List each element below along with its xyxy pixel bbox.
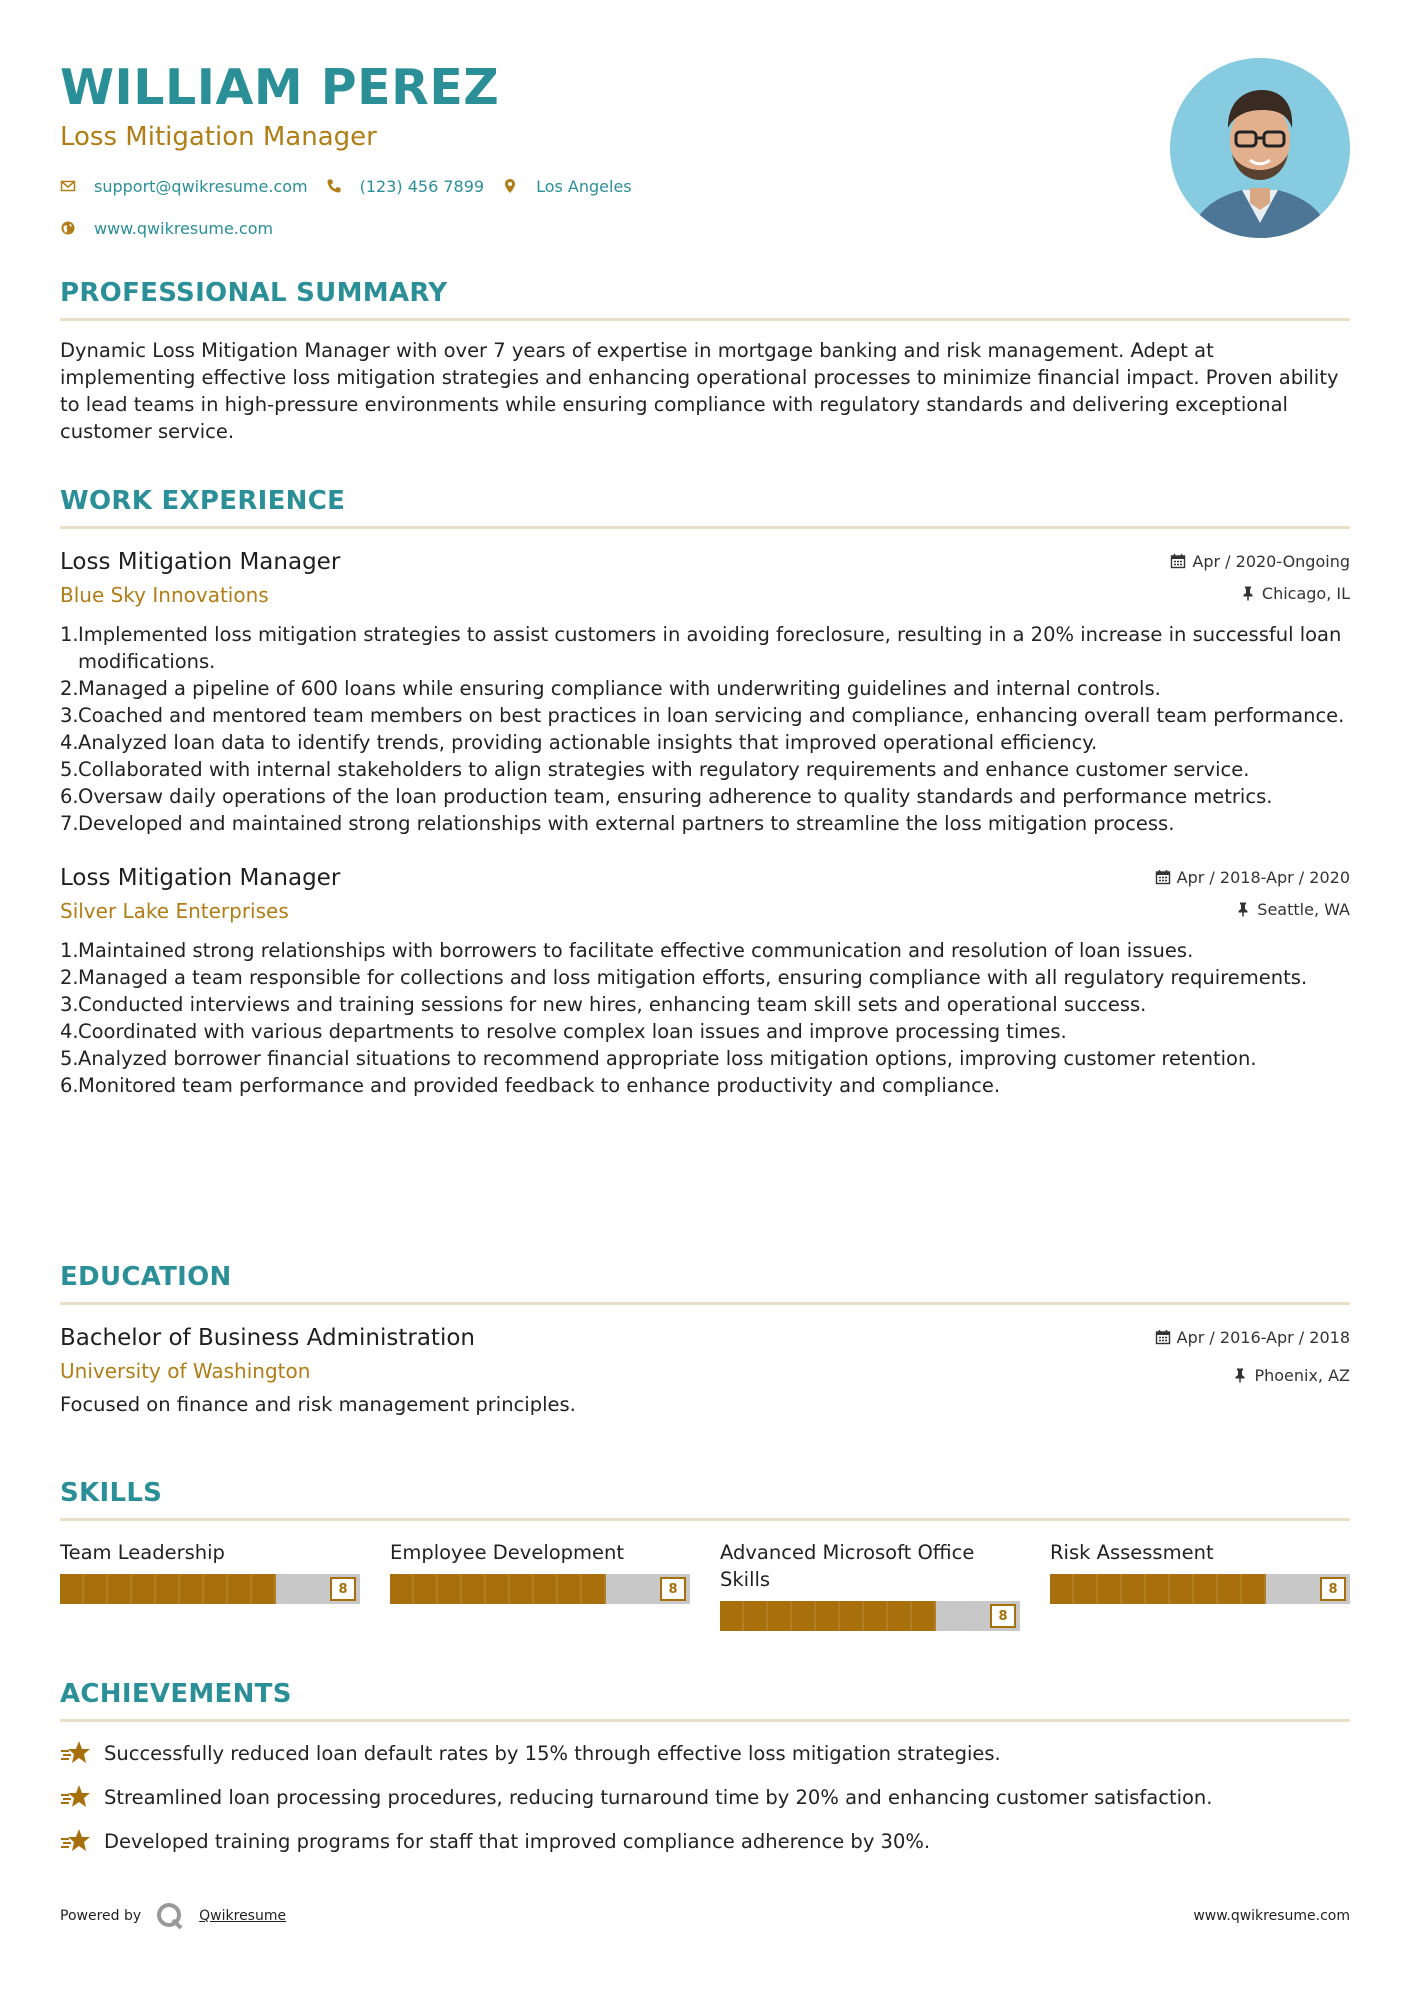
skills-section: [60, 1476, 1350, 1631]
contact-email[interactable]: support@qwikresume.com: [94, 176, 308, 196]
experience-section: [60, 484, 1350, 1099]
list-item: 3. Conducted interviews and training sessions for new hires, enhancing team skill sets and operational success.: [60, 993, 1147, 1016]
education-entry: [60, 1323, 1350, 1418]
achievements-heading: ACHIEVEMENTS: [60, 1679, 292, 1709]
pushpin-icon: [1240, 585, 1256, 601]
list-item: 6. Oversaw daily operations of the loan production team, ensuring adherence to quality standards and performance metrics.: [60, 785, 1273, 808]
skill-name: Risk Assessment: [1050, 1541, 1214, 1564]
list-item: 7. Developed and maintained strong relationships with external partners to streamline the loss mitigation process.: [60, 812, 1175, 835]
list-item: Streamlined loan processing procedures, reducing turnaround time by 20% and enhancing customer satisfaction.: [60, 1782, 1350, 1812]
list-item: 5. Collaborated with internal stakeholders to align strategies with regulatory requirements and enhance customer service.: [60, 758, 1250, 781]
job-dates: Apr / 2020-Ongoing: [1192, 551, 1350, 571]
contact-row-primary: [60, 174, 1350, 198]
education-dates: Apr / 2016-Apr / 2018: [1176, 1327, 1350, 1347]
achievements-list: [60, 1738, 1350, 1856]
section-divider: [60, 1302, 1350, 1305]
map-pin-icon: [502, 178, 518, 194]
phone-icon: [326, 178, 342, 194]
degree-title: Bachelor of Business Administration: [60, 1325, 475, 1351]
contact-row-secondary: [60, 216, 1350, 240]
skill-item: [390, 1539, 690, 1631]
skill-score: 8: [1320, 1577, 1346, 1601]
skill-fill: [390, 1574, 606, 1604]
education-section: [60, 1260, 1350, 1418]
list-item: 1. Implemented loss mitigation strategies to assist customers in avoiding foreclosure, resulting in a 20% increase in successful loan modifications.: [60, 623, 1342, 673]
contact-website[interactable]: www.qwikresume.com: [94, 218, 274, 238]
education-location: Phoenix, AZ: [1254, 1365, 1350, 1385]
skill-score: 8: [990, 1604, 1016, 1628]
job-entry: [60, 547, 1350, 837]
skill-item: [60, 1539, 360, 1631]
skill-fill: [60, 1574, 276, 1604]
education-meta: [1155, 1325, 1350, 1387]
qwikresume-logo-icon: [155, 1901, 185, 1931]
resume-header: [60, 58, 1350, 248]
star-award-icon: [60, 1783, 92, 1811]
job-bullets: [60, 937, 1350, 1099]
job-location: Chicago, IL: [1261, 583, 1350, 603]
school-name: University of Washington: [60, 1359, 311, 1383]
job-dates: Apr / 2018-Apr / 2020: [1176, 867, 1350, 887]
pushpin-icon: [1235, 901, 1251, 917]
job-title: Loss Mitigation Manager: [60, 549, 341, 575]
section-divider: [60, 318, 1350, 321]
section-divider: [60, 1719, 1350, 1722]
candidate-name: WILLIAM PEREZ: [60, 59, 500, 116]
job-title: Loss Mitigation Manager: [60, 865, 341, 891]
skill-name: Team Leadership: [60, 1541, 225, 1564]
job-meta: [1155, 865, 1350, 921]
skill-score: 8: [660, 1577, 686, 1601]
job-meta: [1170, 549, 1350, 605]
footer-brand: [60, 1901, 286, 1931]
globe-icon: [60, 220, 76, 236]
envelope-icon: [60, 178, 76, 194]
section-divider: [60, 1518, 1350, 1521]
calendar-icon: [1155, 869, 1171, 885]
calendar-icon: [1170, 553, 1186, 569]
skill-item: [1050, 1539, 1350, 1631]
footer-website[interactable]: www.qwikresume.com: [1193, 1908, 1350, 1924]
job-entry: [60, 863, 1350, 1099]
summary-section: [60, 276, 1350, 445]
skill-item: [720, 1539, 1020, 1631]
job-company: Blue Sky Innovations: [60, 583, 269, 607]
skill-score: 8: [330, 1577, 356, 1601]
job-company: Silver Lake Enterprises: [60, 899, 289, 923]
star-award-icon: [60, 1739, 92, 1767]
list-item: 4. Coordinated with various departments to resolve complex loan issues and improve processing times.: [60, 1020, 1067, 1043]
summary-heading: PROFESSIONAL SUMMARY: [60, 278, 448, 308]
skill-bar: [60, 1574, 360, 1604]
star-award-icon: [60, 1827, 92, 1855]
skill-fill: [720, 1601, 936, 1631]
list-item: 2. Managed a pipeline of 600 loans while ensuring compliance with underwriting guidelines and internal controls.: [60, 677, 1161, 700]
achievements-section: [60, 1677, 1350, 1856]
contact-location: Los Angeles: [536, 176, 632, 196]
section-divider: [60, 526, 1350, 529]
brand-link[interactable]: Qwikresume: [199, 1908, 287, 1924]
list-item: 4. Analyzed loan data to identify trends, providing actionable insights that improved operational efficiency.: [60, 731, 1098, 754]
skill-fill: [1050, 1574, 1266, 1604]
list-item: 5. Analyzed borrower financial situations to recommend appropriate loss mitigation options, improving customer retention.: [60, 1047, 1257, 1070]
skill-name: Employee Development: [390, 1541, 625, 1564]
calendar-icon: [1155, 1329, 1171, 1345]
list-item: 6. Monitored team performance and provided feedback to enhance productivity and compliance.: [60, 1074, 1001, 1097]
skills-list: [60, 1539, 1350, 1631]
list-item: Successfully reduced loan default rates by 15% through effective loss mitigation strategies.: [60, 1738, 1350, 1768]
job-bullets: [60, 621, 1350, 837]
skills-heading: SKILLS: [60, 1478, 163, 1508]
contact-phone[interactable]: (123) 456 7899: [359, 176, 485, 196]
skill-bar: [1050, 1574, 1350, 1604]
powered-by-label: Powered by: [60, 1908, 142, 1924]
skill-bar: [720, 1601, 1020, 1631]
list-item: 2. Managed a team responsible for collections and loss mitigation efforts, ensuring compliance with all regulatory requirements.: [60, 966, 1308, 989]
job-location: Seattle, WA: [1257, 899, 1350, 919]
education-description: Focused on finance and risk management principles.: [60, 1393, 576, 1416]
list-item: Developed training programs for staff that improved compliance adherence by 30%.: [60, 1826, 1350, 1856]
profile-photo: [1170, 58, 1350, 238]
list-item: 3. Coached and mentored team members on best practices in loan servicing and compliance, enhancing overall team performance.: [60, 704, 1345, 727]
education-heading: EDUCATION: [60, 1262, 232, 1292]
pushpin-icon: [1232, 1367, 1248, 1383]
page-footer: [60, 1898, 1350, 1934]
skill-bar: [390, 1574, 690, 1604]
list-item: 1. Maintained strong relationships with borrowers to facilitate effective communication and resolution of loan issues.: [60, 939, 1194, 962]
summary-text: Dynamic Loss Mitigation Manager with over 7 years of expertise in mortgage banking and risk management. Adept at implementing effective loss mitigation strategies and enhancing operational processes to minimize financial impact. Proven ability to lead teams in high-pressure environments while ensuring compliance with regulatory standards and delivering exceptional customer service.: [60, 339, 1339, 443]
experience-heading: WORK EXPERIENCE: [60, 486, 346, 516]
skill-name: Advanced Microsoft Office Skills: [720, 1541, 975, 1591]
candidate-title: Loss Mitigation Manager: [60, 122, 377, 152]
